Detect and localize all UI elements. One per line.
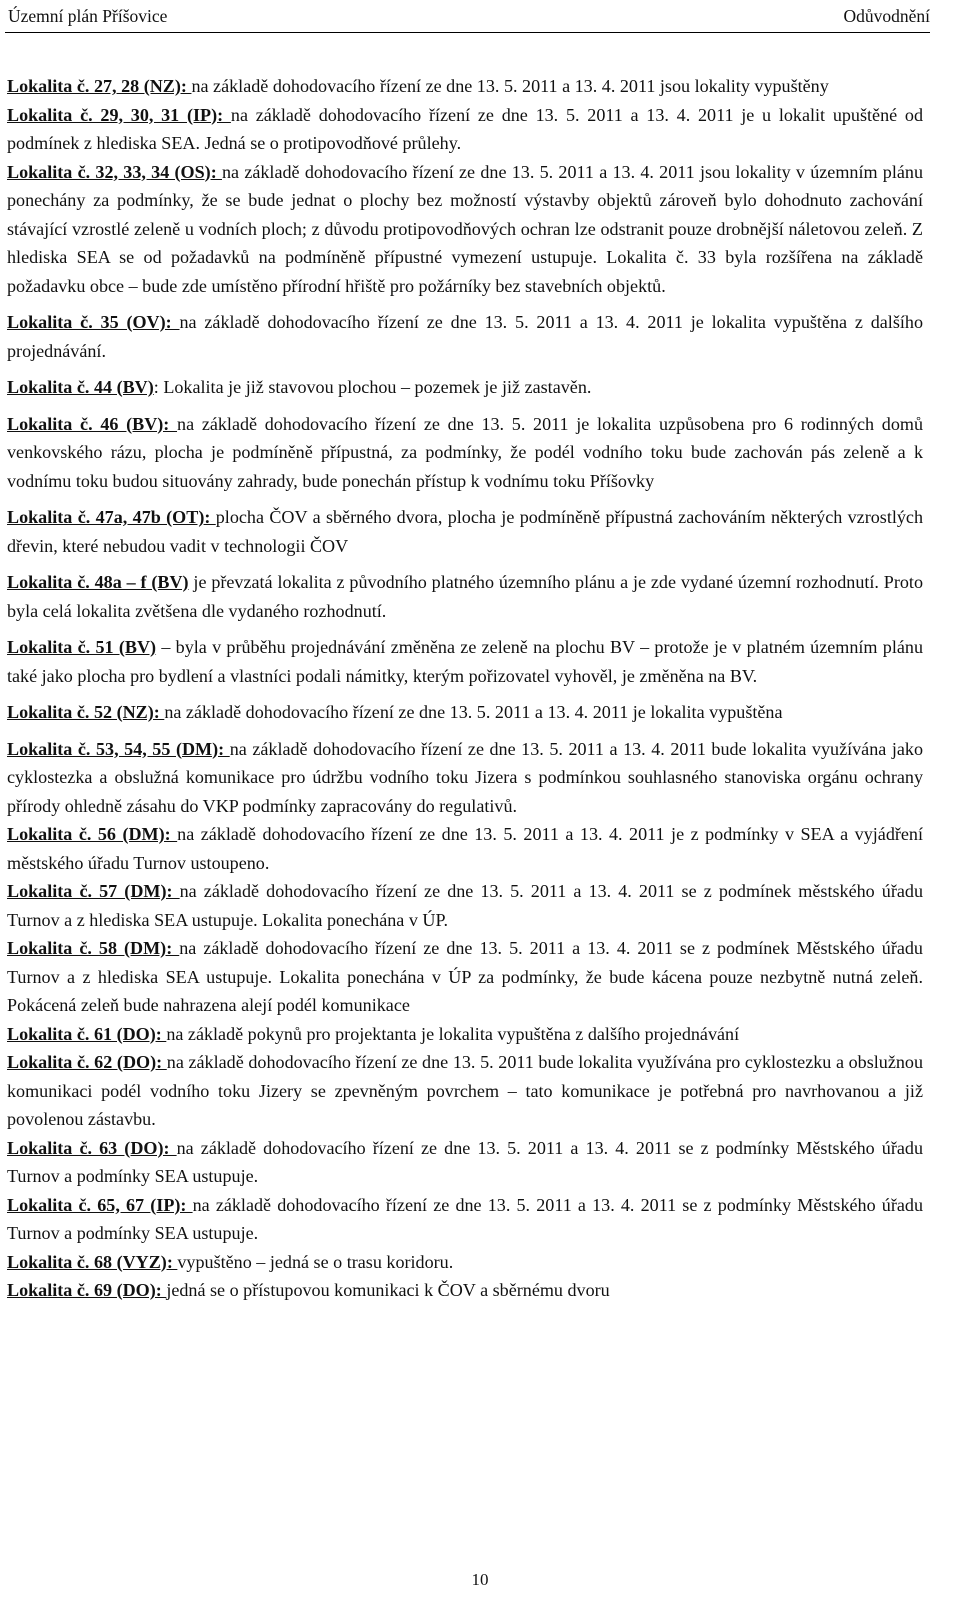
paragraph-lokalita-48 xyxy=(7,568,923,625)
paragraph-text: na základě dohodovacího řízení ze dne 13. 5. 2011 je lokalita uzpůsobena pro 6 rodinných domů venkovského rázu, plocha je podmíněně přípustná, za podmínky, že podél vodního toku bude zachován pás zeleně a k vodnímu toku budou situovány zahrady, bude ponechán přístup k vodnímu toku Příšovky xyxy=(7,413,923,491)
paragraph-lokalita-58 xyxy=(7,934,923,1020)
document-body xyxy=(7,72,923,1305)
paragraph-lokalita-57 xyxy=(7,877,923,934)
lokalita-label: Lokalita č. 62 (DO): xyxy=(7,1052,167,1072)
paragraph-text: : Lokalita je již stavovou plochou – pozemek je již zastavěn. xyxy=(153,377,592,397)
paragraph-lokalita-27-28 xyxy=(7,72,923,101)
paragraph-lokalita-32-34 xyxy=(7,158,923,301)
lokalita-label: Lokalita č. 52 (NZ): xyxy=(7,702,165,722)
paragraph-lokalita-56 xyxy=(7,820,923,877)
paragraph-lokalita-51 xyxy=(7,633,923,690)
paragraph-text: na základě dohodovacího řízení ze dne 13. 5. 2011 a 13. 4. 2011 se z podmínek městského úřadu Turnov a z hlediska SEA ustupuje. Lokalita ponechána v ÚP. xyxy=(7,881,923,930)
paragraph-text: na základě dohodovacího řízení ze dne 13. 5. 2011 a 13. 4. 2011 bude lokalita využívána jako cyklostezka a obslužná komunikace pro údržbu vodního toku Jizera s podmínkou souhlasného stanoviska orgánu ochrany přírody ohledně zásahu do VKP podmínky zapracovány do regulativů. xyxy=(7,738,923,816)
page-number: 10 xyxy=(471,1570,489,1589)
paragraph-text: na základě dohodovacího řízení ze dne 13. 5. 2011 a 13. 4. 2011 jsou lokality vypuštěny xyxy=(191,76,829,96)
paragraph-text: plocha ČOV a sběrného dvora, plocha je podmíněně přípustná zachováním některých vzrostlých dřevin, které nebudou vadit v technologii ČOV xyxy=(7,507,924,556)
lokalita-label: Lokalita č. 69 (DO): xyxy=(7,1280,167,1300)
paragraph-text: na základě dohodovacího řízení ze dne 13. 5. 2011 a 13. 4. 2011 se z podmínky Městského úřadu Turnov a podmínky SEA ustupuje. xyxy=(7,1194,923,1243)
paragraph-lokalita-46 xyxy=(7,410,923,496)
paragraph-text: – byla v průběhu projednávání změněna ze zeleně na plochu BV – protože je v platném územním plánu také jako plocha pro bydlení a vlastníci podali námitky, kterým pořizovatel vyhověl, je změněna na BV. xyxy=(7,637,923,686)
lokalita-label: Lokalita č. 35 (OV): xyxy=(7,312,180,332)
lokalita-label: Lokalita č. 56 (DM): xyxy=(7,824,178,844)
paragraph-lokalita-63 xyxy=(7,1134,923,1191)
paragraph-text: vypuštěno – jedná se o trasu koridoru. xyxy=(177,1251,454,1272)
paragraph-lokalita-65-67 xyxy=(7,1191,923,1248)
paragraph-lokalita-62 xyxy=(7,1048,923,1134)
paragraph-lokalita-53-55 xyxy=(7,735,923,821)
paragraph-text: na základě dohodovacího řízení ze dne 13. 5. 2011 a 13. 4. 2011 se z podmínek Městského úřadu Turnov a z hlediska SEA ustupuje. Lokalita ponechána v ÚP za podmínky, že bude kácena pouze nezbytně nutná zeleň. Pokácená zeleň bude nahrazena alejí podél komunikace xyxy=(7,938,923,1015)
paragraph-lokalita-47 xyxy=(7,503,923,560)
paragraph-lokalita-29-31 xyxy=(7,101,923,158)
paragraph-text: je převzatá lokalita z původního platného územního plánu a je zde vydané územní rozhodnutí. Proto byla celá lokalita zvětšena dle vydaného rozhodnutí. xyxy=(7,572,924,621)
paragraph-text: na základě dohodovacího řízení ze dne 13. 5. 2011 a 13. 4. 2011 je u lokalit upuštěné od podmínek z hlediska SEA. Jedná se o protipovodňové průlehy. xyxy=(7,104,923,153)
lokalita-label: Lokalita č. 51 (BV) xyxy=(7,637,157,657)
lokalita-label: Lokalita č. 63 (DO): xyxy=(7,1137,177,1158)
lokalita-label: Lokalita č. 48a – f (BV) xyxy=(7,572,189,592)
lokalita-label: Lokalita č. 58 (DM): xyxy=(7,938,180,958)
paragraph-text: na základě dohodovacího řízení ze dne 13. 5. 2011 a 13. 4. 2011 se z podmínky Městského úřadu Turnov a podmínky SEA ustupuje. xyxy=(7,1137,923,1186)
lokalita-label: Lokalita č. 57 (DM): xyxy=(7,881,180,901)
lokalita-label: Lokalita č. 68 (VYZ): xyxy=(7,1251,178,1272)
page-header xyxy=(5,2,930,33)
lokalita-label: Lokalita č. 44 (BV) xyxy=(7,377,154,397)
lokalita-label: Lokalita č. 53, 54, 55 (DM): xyxy=(7,738,230,759)
section-title: Odůvodnění xyxy=(843,6,930,26)
paragraph-text: na základě dohodovacího řízení ze dne 13. 5. 2011 a 13. 4. 2011 je lokalita vypuštěna z dalšího projednávání. xyxy=(7,312,923,361)
paragraph-text: na základě dohodovacího řízení ze dne 13. 5. 2011 a 13. 4. 2011 je z podmínky v SEA a vyjádření městského úřadu Turnov ustoupeno. xyxy=(7,824,923,873)
paragraph-lokalita-52 xyxy=(7,698,923,727)
lokalita-label: Lokalita č. 29, 30, 31 (IP): xyxy=(7,104,231,125)
lokalita-label: Lokalita č. 65, 67 (IP): xyxy=(7,1194,193,1215)
lokalita-label: Lokalita č. 27, 28 (NZ): xyxy=(7,76,192,96)
paragraph-text: na základě dohodovacího řízení ze dne 13. 5. 2011 bude lokalita využívána pro cyklostezku a obslužnou komunikaci podél vodního toku Jizery se zpevněným povrchem – tato komunikace je potřebná pro navrhovanou a již povolenou zástavbu. xyxy=(7,1052,923,1129)
lokalita-label: Lokalita č. 47a, 47b (OT): xyxy=(7,507,216,527)
paragraph-text: na základě dohodovacího řízení ze dne 13. 5. 2011 a 13. 4. 2011 je lokalita vypuštěna xyxy=(164,702,783,722)
paragraph-text: na základě dohodovacího řízení ze dne 13. 5. 2011 a 13. 4. 2011 jsou lokality v územním plánu ponechány za podmínky, že se bude jednat o plochy bez možností výstavby objektů zároveň bylo dohodnuto zachování stávající vzrostlé zeleně u vodních ploch; z důvodu protipovodňových ochran lze odstranit pouze drobnější náletovou zeleň. Z hlediska SEA se od požadavků na podmíněně přípustné vymezení ustupuje. Lokalita č. 33 byla rozšířena na základě požadavku obce – bude zde umístěno přírodní hřiště pro požárníky bez stavebních objektů. xyxy=(7,161,923,296)
paragraph-lokalita-61 xyxy=(7,1020,923,1049)
paragraph-text: na základě pokynů pro projektanta je lokalita vypuštěna z dalšího projednávání xyxy=(166,1023,740,1044)
paragraph-lokalita-44 xyxy=(7,373,923,402)
lokalita-label: Lokalita č. 46 (BV): xyxy=(7,413,178,434)
lokalita-label: Lokalita č. 32, 33, 34 (OS): xyxy=(7,161,222,182)
paragraph-lokalita-35 xyxy=(7,308,923,365)
paragraph-lokalita-68 xyxy=(7,1248,923,1277)
paragraph-text: jedná se o přístupovou komunikaci k ČOV a sběrnému dvoru xyxy=(166,1280,610,1300)
document-title: Územní plán Příšovice xyxy=(8,6,168,26)
paragraph-lokalita-69 xyxy=(7,1276,923,1305)
lokalita-label: Lokalita č. 61 (DO): xyxy=(7,1023,167,1044)
